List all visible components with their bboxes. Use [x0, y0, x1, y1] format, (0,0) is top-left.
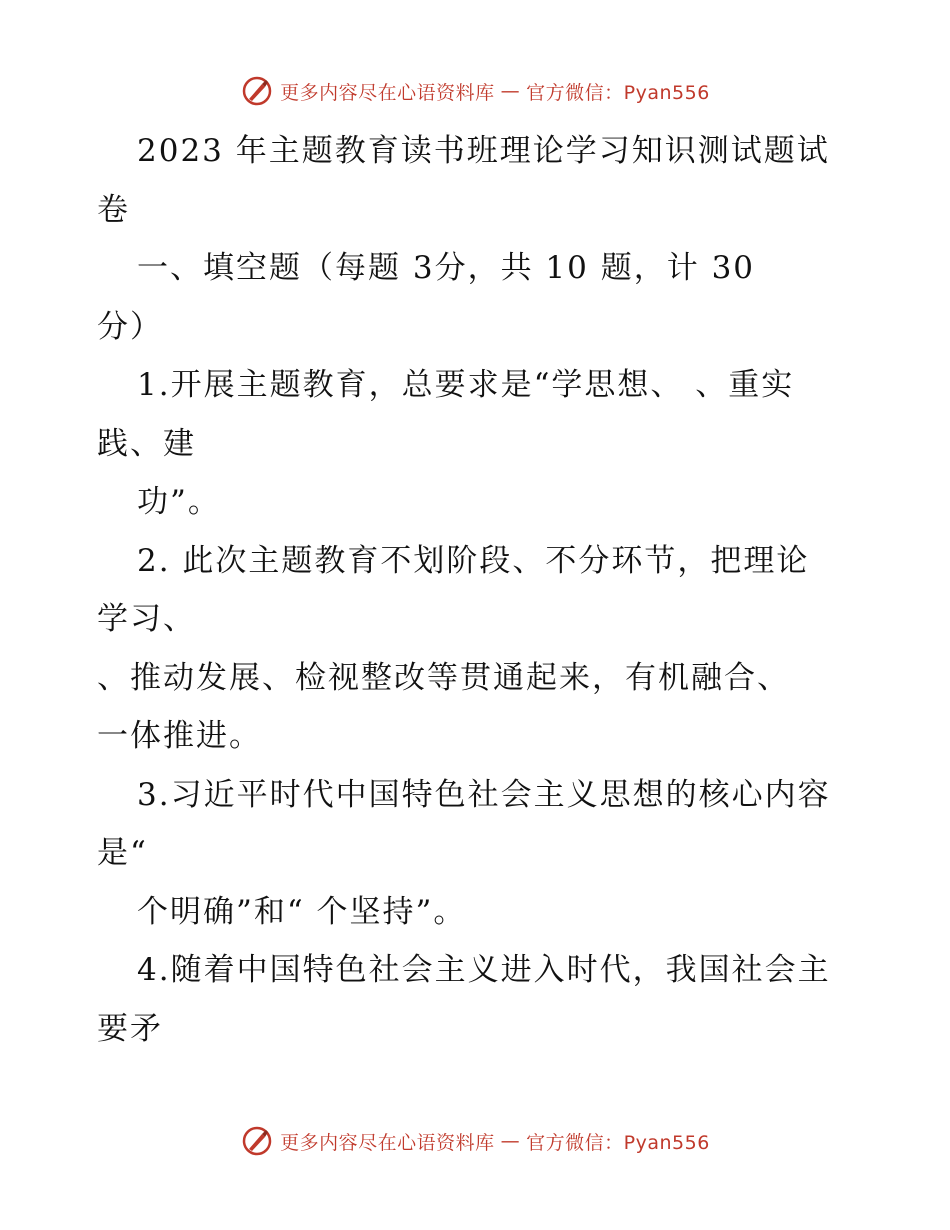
question-3: 3.习近平时代中国特色社会主义思想的核心内容 — [137, 776, 831, 813]
question-3-cont: 个明确”和“ 个坚持”。 — [137, 893, 467, 930]
document-title: 2023 年主题教育读书班理论学习知识测试题试 — [137, 133, 830, 169]
watermark-separator: — — [500, 1130, 521, 1152]
question-2-cont: 一体推进。 — [97, 718, 262, 754]
question-3-cont: 是“ — [97, 835, 148, 871]
pen-logo-icon — [240, 74, 274, 108]
section-heading-cont: 分） — [97, 308, 163, 345]
question-1-cont: 践、建 — [97, 425, 196, 462]
section-heading: 一、填空题（每题 3分，共 10 题，计 30 — [137, 250, 756, 286]
footer-watermark — [0, 1124, 950, 1158]
watermark-wechat: 官方微信：Pyan556 — [526, 81, 710, 104]
document-title-cont: 卷 — [97, 191, 130, 228]
question-1-cont: 功”。 — [137, 484, 221, 520]
document-body — [97, 122, 857, 1058]
question-2: 2. 此次主题教育不划阶段、不分环节，把理论 — [137, 542, 810, 579]
question-4: 4.随着中国特色社会主义进入时代，我国社会主 — [137, 952, 831, 988]
header-watermark — [0, 74, 950, 108]
pen-logo-icon — [240, 1124, 274, 1158]
question-4-cont: 要矛 — [97, 1010, 163, 1047]
question-2-cont: 学习、 — [97, 601, 196, 637]
question-1: 1.开展主题教育，总要求是“学思想、 、重实 — [137, 367, 795, 403]
watermark-wechat: 官方微信：Pyan556 — [526, 1131, 710, 1154]
watermark-separator: — — [500, 80, 521, 102]
watermark-brand: 更多内容尽在心语资料库 — [280, 1131, 495, 1154]
question-2-cont: 、推动发展、检视整改等贯通起来，有机融合、 — [97, 659, 790, 696]
watermark-brand: 更多内容尽在心语资料库 — [280, 81, 495, 104]
